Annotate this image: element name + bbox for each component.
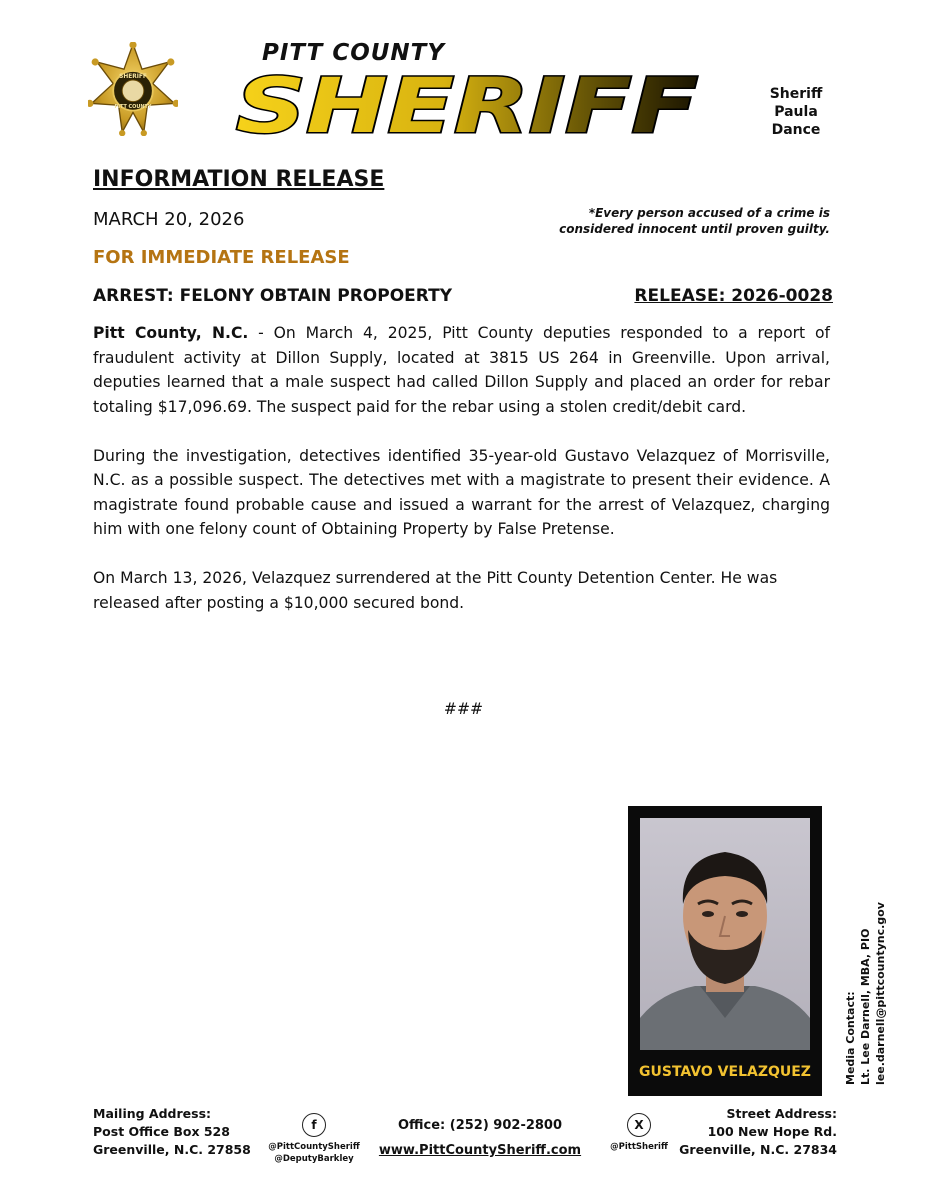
street-line-2: Greenville, N.C. 27834 — [679, 1142, 837, 1157]
mugshot-frame — [628, 806, 822, 1096]
badge-top-text: SHERIFF — [119, 74, 147, 81]
media-contact-email: lee.darnell@pittcountync.gov — [874, 902, 887, 1085]
x-handle: @PittSheriff — [610, 1142, 668, 1152]
badge-bottom-text: PITT COUNTY — [114, 103, 152, 110]
paragraph-1 — [93, 321, 830, 419]
facebook-block — [262, 1113, 366, 1165]
x-block — [604, 1113, 674, 1153]
document-heading: INFORMATION RELEASE — [93, 167, 385, 192]
release-number: RELEASE: 2026-0028 — [634, 286, 833, 306]
mailing-address — [93, 1105, 251, 1159]
immediate-release-label: FOR IMMEDIATE RELEASE — [93, 247, 350, 268]
disclaimer-line-1: *Every person accused of a crime is — [588, 206, 830, 220]
office-contact — [375, 1118, 585, 1158]
sheriff-word-text: SHERIFF — [236, 62, 698, 142]
disclaimer-line-2: considered innocent until proven guilty. — [559, 222, 830, 236]
sheriff-star-badge-icon — [88, 42, 178, 136]
facebook-handle-1: @PittCountySheriff — [268, 1142, 360, 1152]
county-wordmark: PITT COUNTY — [262, 40, 446, 66]
website-link[interactable]: www.PittCountySheriff.com — [378, 1143, 582, 1158]
x-icon[interactable]: X — [627, 1113, 651, 1137]
facebook-icon[interactable]: f — [302, 1113, 326, 1137]
media-contact-name: Lt. Lee Darnell, MBA, PIO — [859, 928, 872, 1085]
street-label: Street Address: — [726, 1106, 837, 1121]
paragraph-3: On March 13, 2026, Velazquez surrendered at the Pitt County Detention Center. He was released after posting a $10,000 secured bond. — [93, 569, 778, 612]
sheriff-wordmark — [228, 62, 708, 142]
mailing-label: Mailing Address: — [93, 1106, 212, 1121]
release-body — [93, 321, 830, 640]
mugshot-caption: GUSTAVO VELAZQUEZ — [639, 1064, 811, 1080]
mailing-line-1: Post Office Box 528 — [93, 1124, 230, 1139]
street-address — [679, 1105, 837, 1159]
dateline: Pitt County, N.C. — [93, 324, 249, 342]
media-contact-label: Media Contact: — [844, 991, 857, 1085]
sheriff-title: Sheriff — [769, 86, 823, 102]
street-line-1: 100 New Hope Rd. — [707, 1124, 837, 1139]
sheriff-last-name: Dance — [771, 122, 821, 138]
arrest-title: ARREST: FELONY OBTAIN PROPOERTY — [93, 286, 453, 306]
paragraph-1-text: - On March 4, 2025, Pitt County deputies responded to a report of fraudulent activity at Dillon Supply, located at 3815 US 264 in Greenville. Upon arrival, deputies learned that a male suspect had called Dillon Supply and placed an order for rebar totaling $17,096.69. The suspect paid for the rebar using a stolen credit/debit card. — [93, 324, 830, 416]
media-contact — [843, 902, 888, 1085]
office-phone: Office: (252) 902-2800 — [397, 1118, 563, 1133]
sheriff-name-block — [748, 85, 844, 139]
release-date: MARCH 20, 2026 — [93, 209, 245, 230]
paragraph-2: During the investigation, detectives identified 35-year-old Gustavo Velazquez of Morrisville, N.C. as a possible suspect. The detectives met with a magistrate to present their evidence. A magistrate found probable cause and issued a warrant for the arrest of Velazquez, charging him with one felony count of Obtaining Property by False Pretense. — [93, 446, 830, 538]
sheriff-first-name: Paula — [774, 104, 818, 120]
mailing-line-2: Greenville, N.C. 27858 — [93, 1142, 251, 1157]
facebook-handle-2: @DeputyBarkley — [274, 1154, 354, 1164]
end-of-release-mark: ### — [443, 700, 484, 718]
innocence-disclaimer — [520, 205, 830, 237]
mugshot-photo — [640, 818, 810, 1050]
